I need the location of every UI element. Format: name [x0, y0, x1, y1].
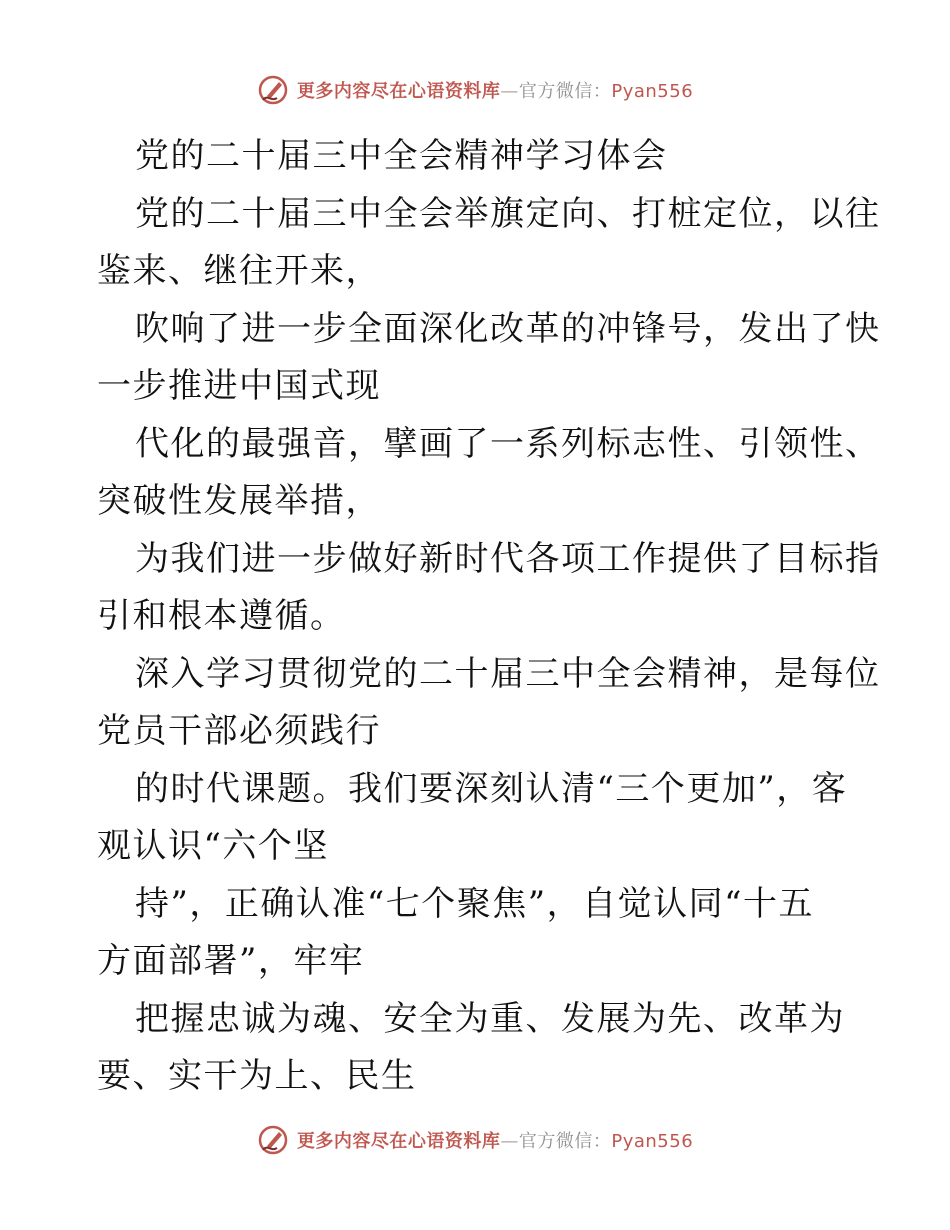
- text-line: 党的二十届三中全会举旗定向、打桩定位，以往: [135, 193, 881, 234]
- text-line: 观认识“六个坚: [97, 826, 329, 866]
- text-line: 引和根本遵循。: [97, 596, 346, 636]
- watermark-label: 官方微信：: [518, 81, 612, 102]
- text-line: 要、实干为上、民生: [97, 1056, 417, 1096]
- watermark-label: 官方微信：: [518, 1131, 612, 1152]
- text-line: 一步推进中国式现: [97, 366, 381, 406]
- document-body: [97, 128, 881, 1106]
- document-title: 党的二十届三中全会精神学习体会: [135, 136, 668, 176]
- text-line: 把握忠诚为魂、安全为重、发展为先、改革为: [135, 998, 845, 1039]
- watermark-handle: Pyan556: [611, 81, 694, 102]
- watermark-handle: Pyan556: [611, 1131, 694, 1152]
- watermark-dash: —: [500, 81, 519, 102]
- text-line: 代化的最强音，擘画了一系列标志性、引领性、: [135, 423, 881, 464]
- text-line: 党员干部必须践行: [97, 711, 381, 751]
- pen-logo-icon: [257, 1124, 289, 1156]
- text-line: 持”，正确认准“七个聚焦”，自觉认同“十五: [135, 883, 815, 924]
- footer-watermark: [0, 1122, 950, 1158]
- pen-logo-icon: [257, 74, 289, 106]
- watermark-brand: 更多内容尽在心语资料库: [296, 1131, 501, 1152]
- text-line: 的时代课题。我们要深刻认清“三个更加”，客: [135, 768, 848, 809]
- text-line: 吹响了进一步全面深化改革的冲锋号，发出了快: [135, 308, 881, 349]
- text-line: 深入学习贯彻党的二十届三中全会精神，是每位: [135, 653, 881, 694]
- text-line: 突破性发展举措，: [97, 481, 381, 521]
- header-watermark: [0, 72, 950, 108]
- text-line: 为我们进一步做好新时代各项工作提供了目标指: [135, 538, 881, 579]
- watermark-text: [297, 1127, 693, 1153]
- text-line: 方面部署”，牢牢: [97, 941, 365, 981]
- text-line: 鉴来、继往开来，: [97, 251, 381, 291]
- watermark-dash: —: [500, 1131, 519, 1152]
- watermark-text: [297, 77, 693, 103]
- watermark-brand: 更多内容尽在心语资料库: [296, 81, 501, 102]
